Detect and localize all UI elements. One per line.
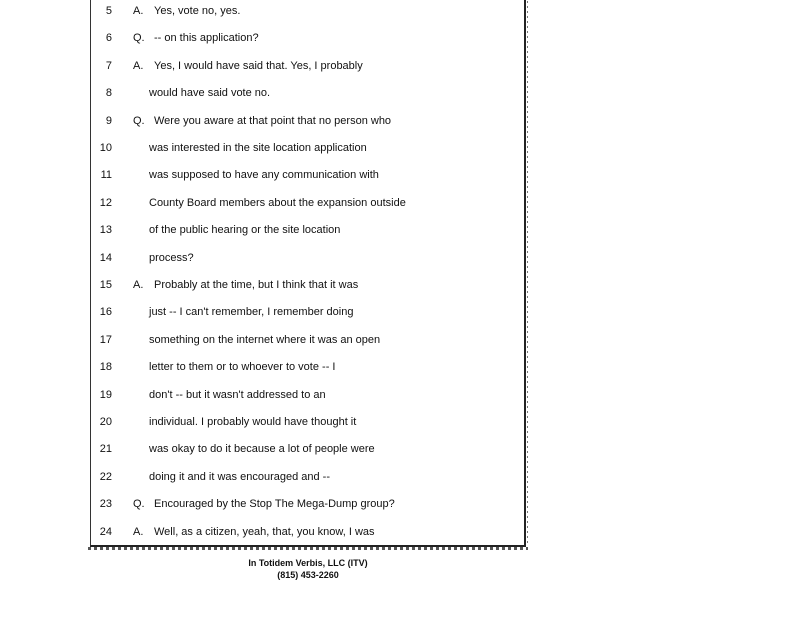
line-text: Well, as a citizen, yeah, that, you know, I was [154,525,375,538]
transcript-line [91,166,527,184]
transcript-line [91,57,527,75]
line-text: would have said vote no. [149,87,271,100]
footer-phone: (815) 453-2260 [277,570,339,580]
line-text: Yes, vote no, yes. [154,5,241,17]
line-text: individual. I probably would have thought it [149,416,357,428]
line-text: letter to them or to whoever to vote -- I [149,361,336,374]
line-number: 16 [99,306,112,319]
transcript-line [91,331,527,349]
line-number: 18 [99,361,112,374]
transcript-line [91,303,527,321]
speaker-label: A. [133,59,144,72]
line-number: 8 [105,87,112,100]
transcript-line [91,84,527,102]
line-text: don't -- but it wasn't addressed to an [149,388,326,401]
line-text: doing it and it was encouraged and -- [149,470,331,483]
transcript-line [91,112,527,130]
transcript-line [91,221,527,239]
transcript-page [90,0,526,547]
line-number: 9 [105,114,112,127]
line-number: 17 [99,333,112,346]
line-text: was interested in the site location application [149,142,367,154]
line-number: 22 [99,470,112,483]
line-number: 20 [99,416,112,428]
transcript-line [91,413,527,431]
page-edge-shadow [88,547,528,550]
speaker-label: A. [133,525,144,538]
line-text: was supposed to have any communication with [149,169,379,182]
line-number: 5 [105,5,112,17]
transcript-line [91,523,527,541]
transcript-line [91,276,527,294]
line-number: 10 [99,142,112,154]
line-number: 7 [105,59,112,72]
transcript-line [91,386,527,404]
transcript-line [91,249,527,267]
line-text: Encouraged by the Stop The Mega-Dump group? [154,498,395,511]
speaker-label: A. [133,279,144,291]
line-text: Probably at the time, but I think that it was [154,279,359,291]
line-number: 6 [105,32,112,45]
transcript-line [91,358,527,376]
line-text: Were you aware at that point that no person who [154,114,392,127]
line-number: 13 [99,224,112,237]
line-number: 23 [99,498,112,511]
transcript-line [91,139,527,157]
line-number: 14 [99,251,112,264]
transcript-line [91,29,527,47]
line-text: was okay to do it because a lot of people were [149,443,375,456]
speaker-label: Q. [133,114,145,127]
speaker-label: A. [133,5,144,17]
transcript-line [91,495,527,513]
transcript-line [91,468,527,486]
transcript-line [91,194,527,212]
line-number: 15 [99,279,112,291]
line-text: of the public hearing or the site location [149,224,341,237]
line-text: County Board members about the expansion outside [149,196,406,209]
transcript-line [91,2,527,20]
transcript-line [91,440,527,458]
line-text: -- on this application? [154,32,259,45]
line-text: process? [149,251,194,264]
speaker-label: Q. [133,498,145,511]
line-text: Yes, I would have said that. Yes, I probably [154,59,363,72]
footer-company: In Totidem Verbis, LLC (ITV) [248,558,368,568]
line-number: 21 [99,443,112,456]
line-number: 24 [99,525,112,538]
line-text: something on the internet where it was an open [149,333,381,346]
line-number: 11 [100,169,112,182]
line-number: 19 [99,388,112,401]
line-number: 12 [99,196,112,209]
speaker-label: Q. [133,32,145,45]
line-text: just -- I can't remember, I remember doing [149,306,354,319]
